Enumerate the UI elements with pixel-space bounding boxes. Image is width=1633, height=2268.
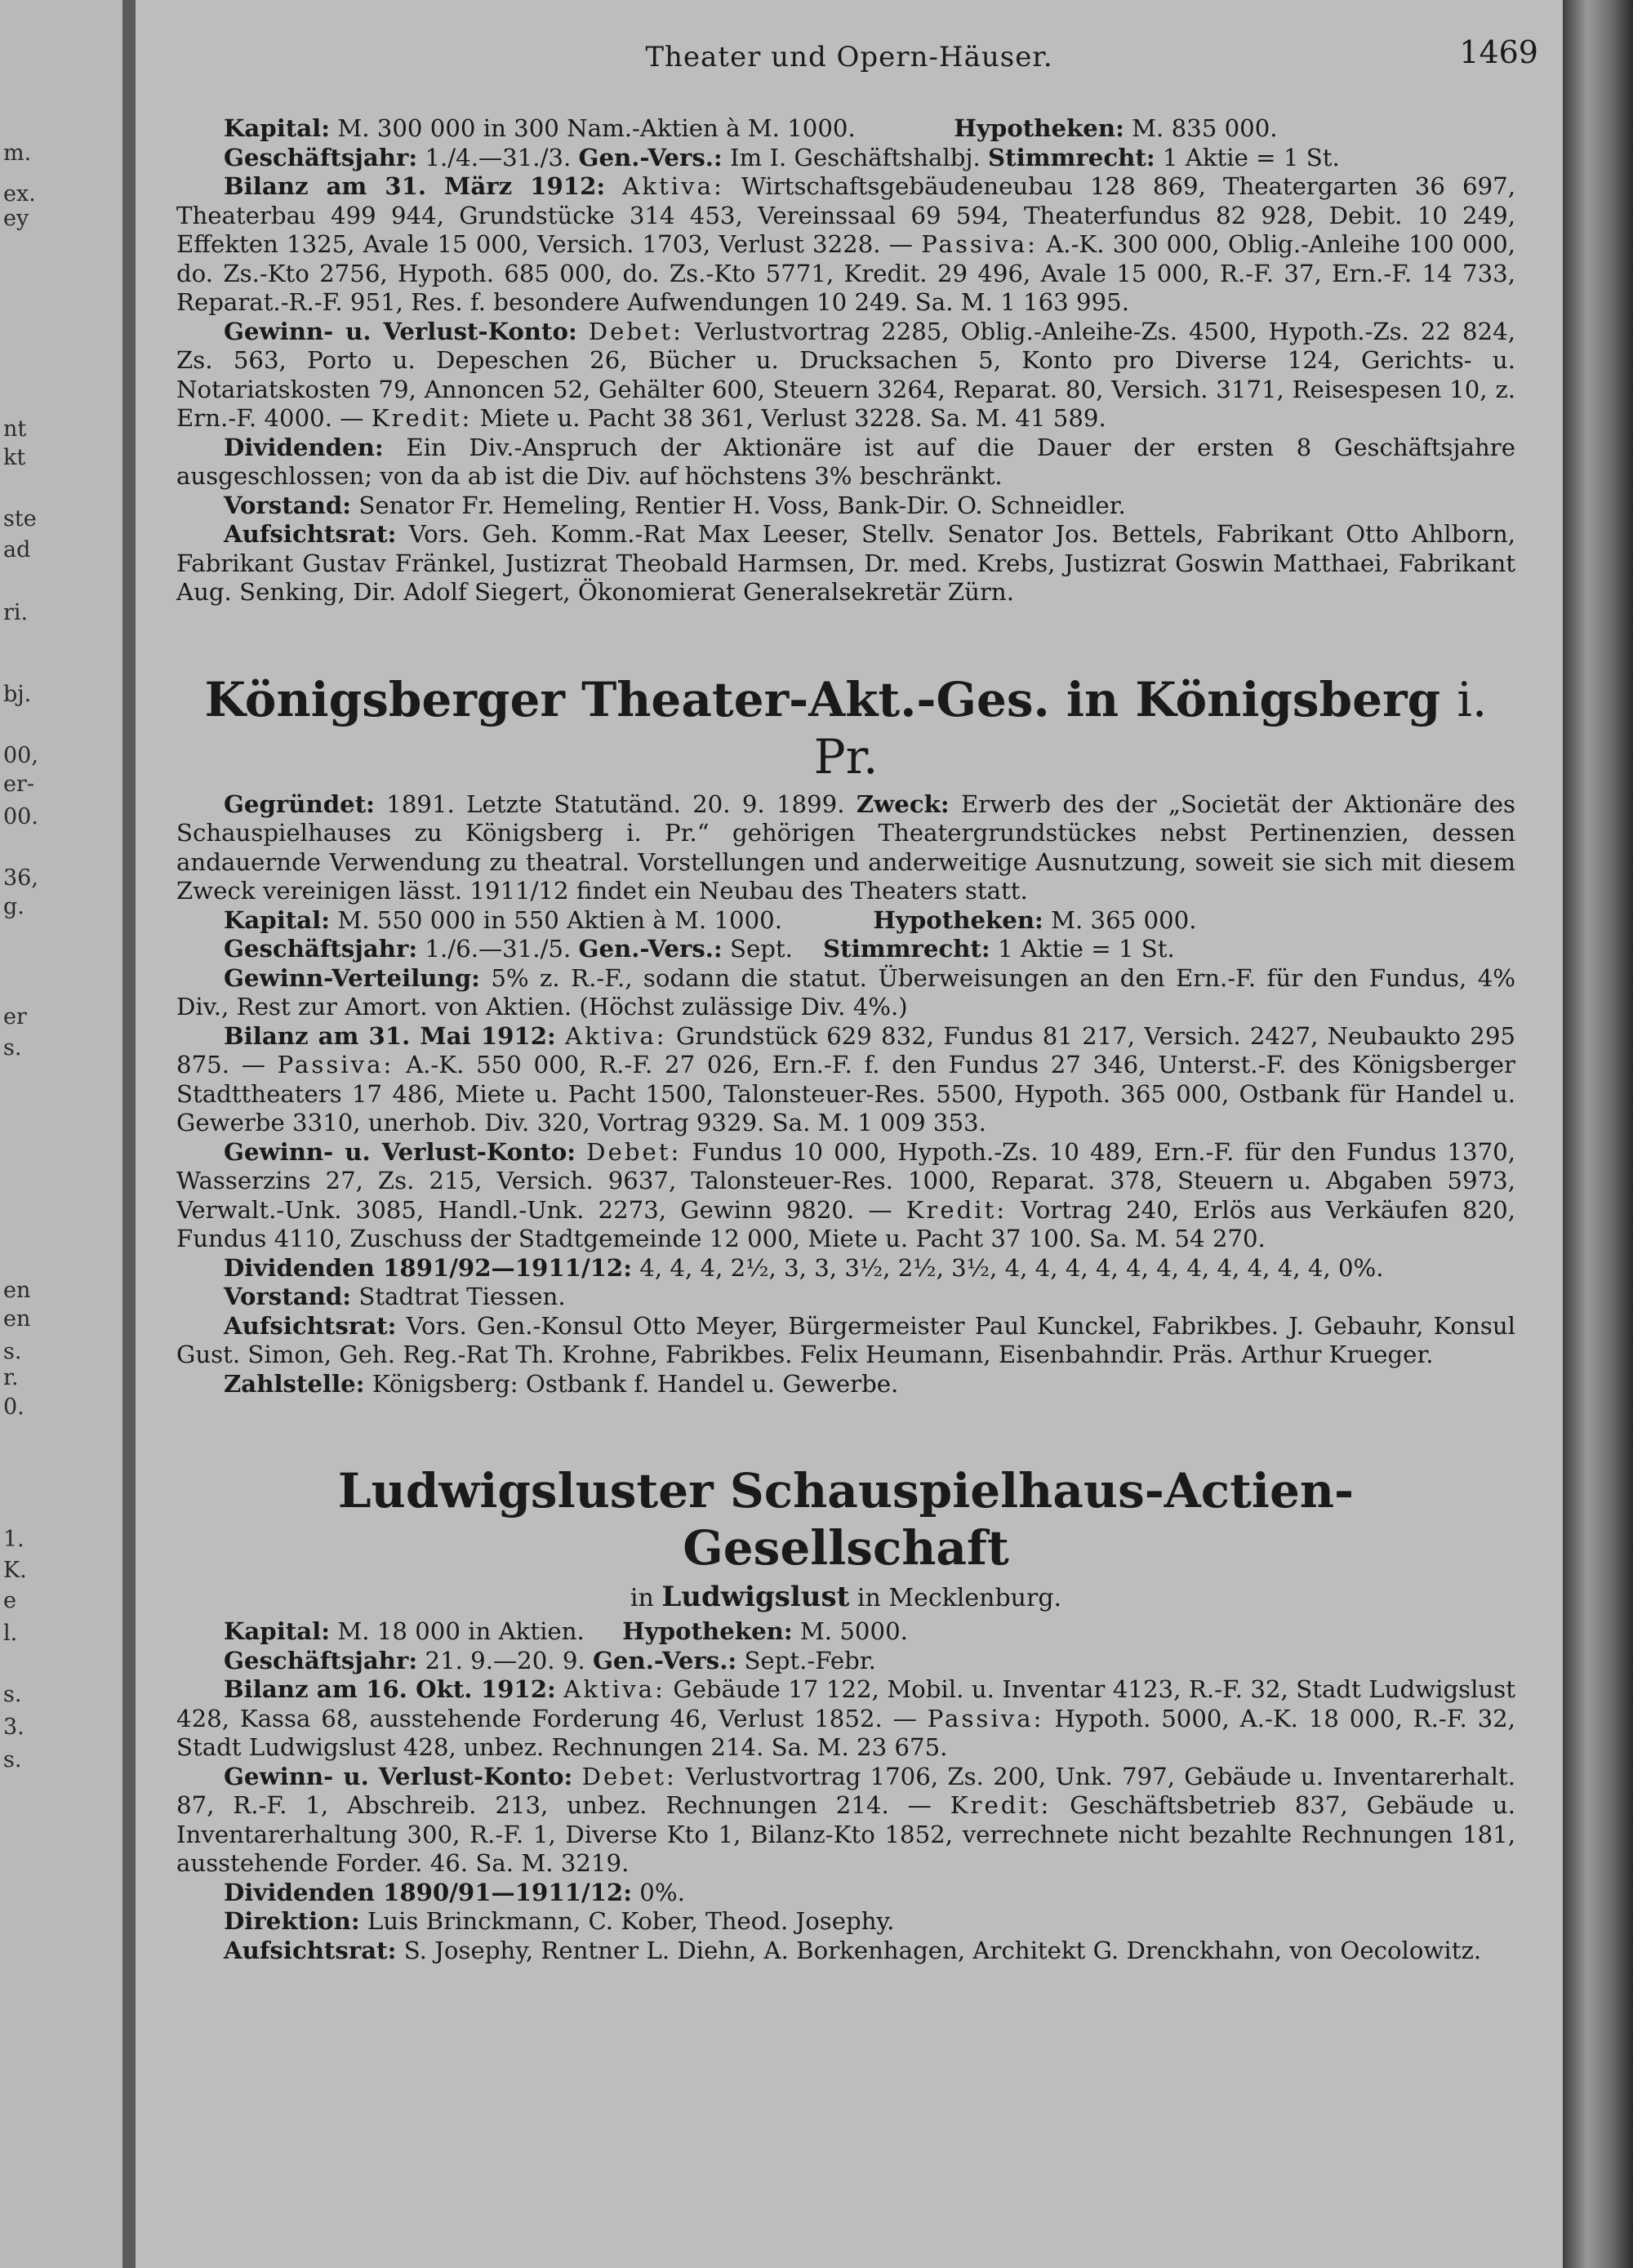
margin-fragment: ex. (3, 181, 36, 207)
direktion-line: Direktion: Luis Brinckmann, C. Kober, Theod. Josephy. (224, 1907, 895, 1935)
margin-fragment: ri. (3, 600, 29, 625)
kapital-line: Kapital: M. 18 000 in Aktien. Hypotheken: M. 5000. (224, 1617, 908, 1645)
margin-fragment: 36, (3, 865, 38, 891)
margin-fragment: er (3, 1004, 27, 1029)
page-number: 1469 (1459, 34, 1538, 70)
guv-paragraph: Gewinn- u. Verlust-Konto: Debet: Fundus 10 000, Hypoth.-Zs. 10 489, Ern.-F. für den Fundus 1370, Wasserzins 27, Zs. 215, Versich. 9637, Talonsteuer-Res. 1000, Reparat. 378, Steuern u. Abgaben 5973, Verwalt.-Unk. 3085, Handl.-Unk. 2273, Gewinn 9820. — Kredit: Vortrag 240, Erlös aus Verkäufen 820, Fundus 4110, Zuschuss der Stadtgemeinde 12 000, Miete u. Pacht 37 100. Sa. M. 54 270. (176, 1137, 1516, 1252)
margin-fragment: r. (3, 1365, 19, 1390)
dividenden-paragraph: Dividenden: Ein Div.-Anspruch der Aktionäre ist auf die Dauer der ersten 8 Geschäftsjahre ausgeschlossen; von da ab ist die Div. auf höchstens 3% beschränkt. (176, 433, 1516, 490)
gewinn-verteilung-paragraph: Gewinn-Verteilung: 5% z. R.-F., sodann die statut. Überweisungen an den Ern.-F. für den Fundus, 4% Div., Rest zur Amort. von Aktien. (Höchst zulässige Div. 4%.) (176, 963, 1516, 1021)
guv-paragraph: Gewinn- u. Verlust-Konto: Debet: Verlustvortrag 2285, Oblig.-Anleihe-Zs. 4500, Hypoth.-Zs. 22 824, Zs. 563, Porto u. Depeschen 26, Bücher u. Drucksachen 5, Konto pro Diverse 124, Gerichts- u. Notariatskosten 79, Annoncen 52, Gehälter 600, Steuern 3264, Reparat. 80, Versich. 3171, Reisespesen 10, z. Ern.-F. 4000. — Kredit: Miete u. Pacht 38 361, Verlust 3228. Sa. M. 41 589. (176, 317, 1515, 432)
geschaeftsjahr-line: Geschäftsjahr: 1./4.—31./3. Gen.-Vers.: Im I. Geschäftshalbj. Stimmrecht: 1 Aktie = 1 St. (224, 143, 1340, 171)
margin-fragment: ad (3, 537, 31, 563)
margin-fragment: l. (3, 1621, 18, 1646)
bilanz-paragraph: Bilanz am 31. März 1912: Aktiva: Wirtschaftsgebäudeneubau 128 869, Theatergarten 36 697, Theaterbau 499 944, Grundstücke 314 453, Vereinssaal 69 594, Theaterfundus 82 928, Debit. 10 249, Effekten 1325, Avale 15 000, Versich. 1703, Verlust 3228. — Passiva: A.-K. 300 000, Oblig.-Anleihe 100 000, do. Zs.-Kto 2756, Hypoth. 685 000, do. Zs.-Kto 5771, Kredit. 29 496, Avale 15 000, R.-F. 37, Ern.-F. 14 733, Reparat.-R.-F. 951, Res. f. besondere Aufwendungen 10 249. Sa. M. 1 163 995. (176, 172, 1516, 316)
page-edge-shadow (1563, 0, 1633, 2268)
margin-fragment: ste (3, 506, 37, 531)
book-gutter (122, 0, 136, 2268)
geschaeftsjahr-line: Geschäftsjahr: 21. 9.—20. 9. Gen.-Vers.: Sept.-Febr. (224, 1646, 876, 1674)
margin-fragment: 0. (3, 1394, 24, 1420)
margin-fragment: e (3, 1588, 16, 1613)
running-head: Theater und Opern-Häuser. (645, 41, 1053, 73)
margin-fragment: ey (3, 206, 29, 231)
margin-fragment: 00, (3, 743, 38, 768)
document-page (136, 0, 1563, 2268)
margin-fragment: er- (3, 772, 35, 797)
dividenden-line: Dividenden 1891/92—1911/12: 4, 4, 4, 2½, 3, 3, 3½, 2½, 3½, 4, 4, 4, 4, 4, 4, 4, 4, 4, 4, 4, 0%. (224, 1253, 1384, 1282)
kapital-line: Kapital: M. 550 000 in 550 Aktien à M. 1000. Hypotheken: M. 365 000. (224, 905, 1197, 934)
guv-paragraph: Gewinn- u. Verlust-Konto: Debet: Verlustvortrag 1706, Zs. 200, Unk. 797, Gebäude u. Inventarerhalt. 87, R.-F. 1, Abschreib. 213, unbez. Rechnungen 214. — Kredit: Geschäftsbetrieb 837, Gebäude u. Inventarerhaltung 300, R.-F. 1, Diverse Kto 1, Bilanz-Kto 1852, verrechnete nicht bezahlte Rechnungen 181, ausstehende Forder. 46. Sa. M. 3219. (176, 1762, 1516, 1877)
vorstand-line: Vorstand: Senator Fr. Hemeling, Rentier H. Voss, Bank-Dir. O. Schneidler. (224, 491, 1126, 519)
company-title: Königsberger Theater-Akt.-Ges. in Königsberg i. Pr. (204, 671, 1488, 785)
margin-fragment: 3. (3, 1714, 24, 1740)
previous-page-strip (0, 0, 122, 2268)
geschaeftsjahr-line: Geschäftsjahr: 1./6.—31./5. Gen.-Vers.: Sept. Stimmrecht: 1 Aktie = 1 St. (224, 935, 1175, 963)
margin-fragment: nt (3, 416, 27, 442)
company-location: in Ludwigslust in Mecklenburg. (630, 1581, 1062, 1613)
margin-fragment: g. (3, 894, 24, 919)
margin-fragment: 1. (3, 1527, 24, 1552)
margin-fragment: m. (3, 140, 32, 166)
company-title: Ludwigsluster Schauspielhaus-Actien-Gesellschaft (337, 1463, 1355, 1576)
entry-ludwigsluster-schauspielhaus (176, 1462, 1515, 1965)
margin-fragment: en (3, 1306, 31, 1332)
kapital-line: Kapital: M. 300 000 in 300 Nam.-Aktien à M. 1000. Hypotheken: M. 835 000. (224, 114, 1278, 142)
entry-koenigsberger-theater (176, 671, 1515, 1399)
zahlstelle-line: Zahlstelle: Königsberg: Ostbank f. Handel u. Gewerbe. (224, 1369, 899, 1398)
aufsichtsrat-paragraph: Aufsichtsrat: S. Josephy, Rentner L. Diehn, A. Borkenhagen, Architekt G. Drenckhahn, von Oecolowitz. (224, 1936, 1482, 1964)
margin-fragment: s. (3, 1682, 22, 1707)
bilanz-paragraph: Bilanz am 16. Okt. 1912: Aktiva: Gebäude 17 122, Mobil. u. Inventar 4123, R.-F. 32, Stadt Ludwigslust 428, Kassa 68, ausstehende Forderung 46, Verlust 1852. — Passiva: Hypoth. 5000, A.-K. 18 000, R.-F. 32, Stadt Ludwigslust 428, unbez. Rechnungen 214. Sa. M. 23 675. (176, 1675, 1516, 1761)
gegruendet-paragraph: Gegründet: 1891. Letzte Statutänd. 20. 9. 1899. Zweck: Erwerb des der „Societät der Aktionäre des Schauspielhauses zu Königsberg i. Pr.“ gehörigen Theatergrundstückes nebst Pertinenzien, dessen andauernde Verwendung zu theatral. Vorstellungen und anderweitige Ausnutzung, soweit sie sich mit diesem Zweck vereinigen lässt. 1911/12 findet ein Neubau des Theaters statt. (176, 789, 1515, 905)
margin-fragment: bj. (3, 682, 32, 707)
vorstand-line: Vorstand: Stadtrat Tiessen. (224, 1283, 566, 1310)
dividenden-line: Dividenden 1890/91—1911/12: 0%. (224, 1878, 685, 1906)
aufsichtsrat-paragraph: Aufsichtsrat: Vors. Geh. Komm.-Rat Max Leeser, Stellv. Senator Jos. Bettels, Fabrikant Otto Ahlborn, Fabrikant Gustav Fränkel, Justizrat Theobald Harmsen, Dr. med. Krebs, Justizrat Goswin Matthaei, Fabrikant Aug. Senking, Dir. Adolf Siegert, Ökonomierat Generalsekretär Zürn. (176, 520, 1516, 606)
margin-fragment: s. (3, 1035, 22, 1061)
bilanz-paragraph: Bilanz am 31. Mai 1912: Aktiva: Grundstück 629 832, Fundus 81 217, Versich. 2427, Neubaukto 295 875. — Passiva: A.-K. 550 000, R.-F. 27 026, Ern.-F. f. den Fundus 27 346, Unterst.-F. des Königsberger Stadttheaters 17 486, Miete u. Pacht 1500, Talonsteuer-Res. 5500, Hypoth. 365 000, Ostbank für Handel u. Gewerbe 3310, unerhob. Div. 320, Vortrag 9329. Sa. M. 1 009 353. (176, 1021, 1516, 1136)
margin-fragment: s. (3, 1339, 22, 1364)
margin-fragment: en (3, 1278, 31, 1303)
margin-fragment: K. (3, 1558, 27, 1583)
entry-continued (176, 114, 1515, 607)
page-content (176, 114, 1515, 1965)
margin-fragment: s. (3, 1747, 22, 1772)
margin-fragment: kt (3, 445, 26, 470)
aufsichtsrat-paragraph: Aufsichtsrat: Vors. Gen.-Konsul Otto Meyer, Bürgermeister Paul Kunckel, Fabrikbes. J. Gebauhr, Konsul Gust. Simon, Geh. Reg.-Rat Th. Krohne, Fabrikbes. Felix Heumann, Eisenbahndir. Präs. Arthur Krueger. (176, 1311, 1516, 1368)
margin-fragment: 00. (3, 804, 38, 829)
